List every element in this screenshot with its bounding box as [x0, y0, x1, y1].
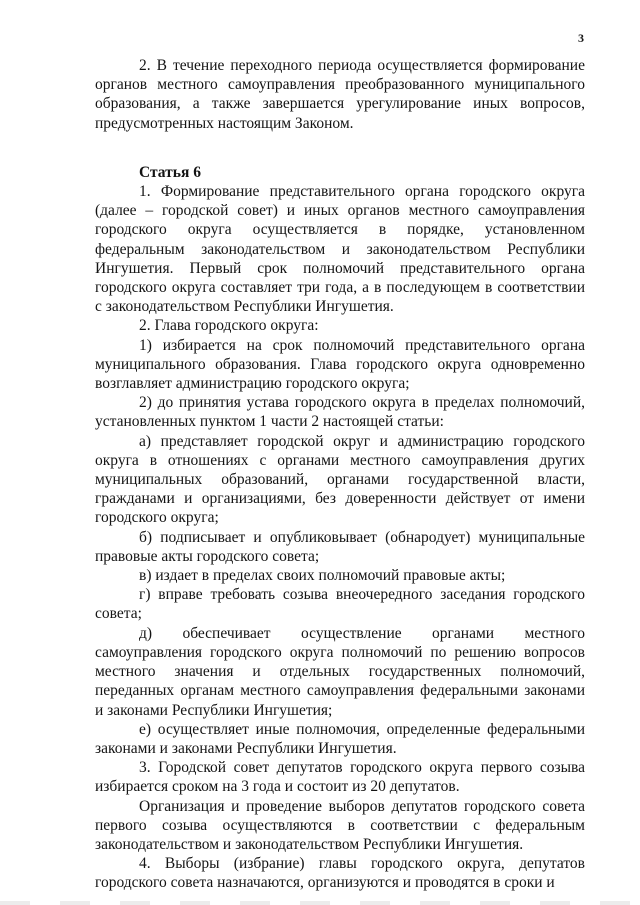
page-number: 3: [578, 31, 584, 45]
article-paragraph: 3. Городской совет депутатов городского округа первого созыва избирается сроком на 3 года и состоит из 20 депутатов.: [95, 759, 585, 796]
paragraph-transition-period: 2. В течение переходного периода осуществляется формирование органов местного самоуправления преобразованного муниципального образования, а также завершается урегулирование иных вопросов, предусмотренных настоящим Законом.: [95, 57, 585, 132]
article-paragraph: 4. Выборы (избрание) главы городского округа, депутатов городского совета назначаются, организуются и проводятся в сроки и: [95, 855, 585, 892]
article-paragraph: 1. Формирование представительного органа городского округа (далее – городской совет) и иных органов местного самоуправления городского округа осуществляется в порядке, установленном федеральным законодательством и законодательством Республики Ингушетия. Первый срок полномочий представительного органа городского округа составляет три года, а в последующем в соответствии с законодательством Республики Ингушетия.: [95, 183, 585, 316]
article-paragraph: б) подписывает и опубликовывает (обнародует) муниципальные правовые акты городского совета;: [95, 528, 585, 565]
article-paragraph: 2. Глава городского округа:: [139, 317, 319, 335]
article-paragraph: д) обеспечивает осуществление органами местного самоуправления городского округа полномочий по решению вопросов местного значения и отдельных государственных полномочий, переданных органам местного самоуправления федеральными законами и законами Республики Ингушетия;: [95, 624, 585, 719]
document-body: [95, 56, 585, 893]
scan-edge-artifact: [0, 901, 640, 905]
article-paragraph: Организация и проведение выборов депутатов городского совета первого созыва осуществляются в соответствии с федеральным законодательством и законодательством Республики Ингушетия.: [95, 797, 585, 853]
article-paragraph: г) вправе требовать созыва внеочередного заседания городского совета;: [95, 586, 585, 623]
article-paragraph: в) издает в пределах своих полномочий правовые акты;: [139, 567, 506, 585]
article-paragraph: е) осуществляет иные полномочия, определенные федеральными законами и законами Республики Ингушетия.: [95, 720, 585, 757]
article-paragraph: а) представляет городской округ и администрацию городского округа в отношениях с органами местного самоуправления других муниципальных образований, органами государственной власти, гражданами и организациями, без доверенности действует от имени городского округа;: [95, 432, 585, 527]
article-paragraph: 2) до принятия устава городского округа в пределах полномочий, установленных пунктом 1 части 2 настоящей статьи:: [95, 394, 585, 431]
article-heading: Статья 6: [139, 163, 201, 181]
article-paragraph: 1) избирается на срок полномочий представительного органа муниципального образования. Глава городского округа одновременно возглавляет администрацию городского округа;: [95, 336, 585, 393]
